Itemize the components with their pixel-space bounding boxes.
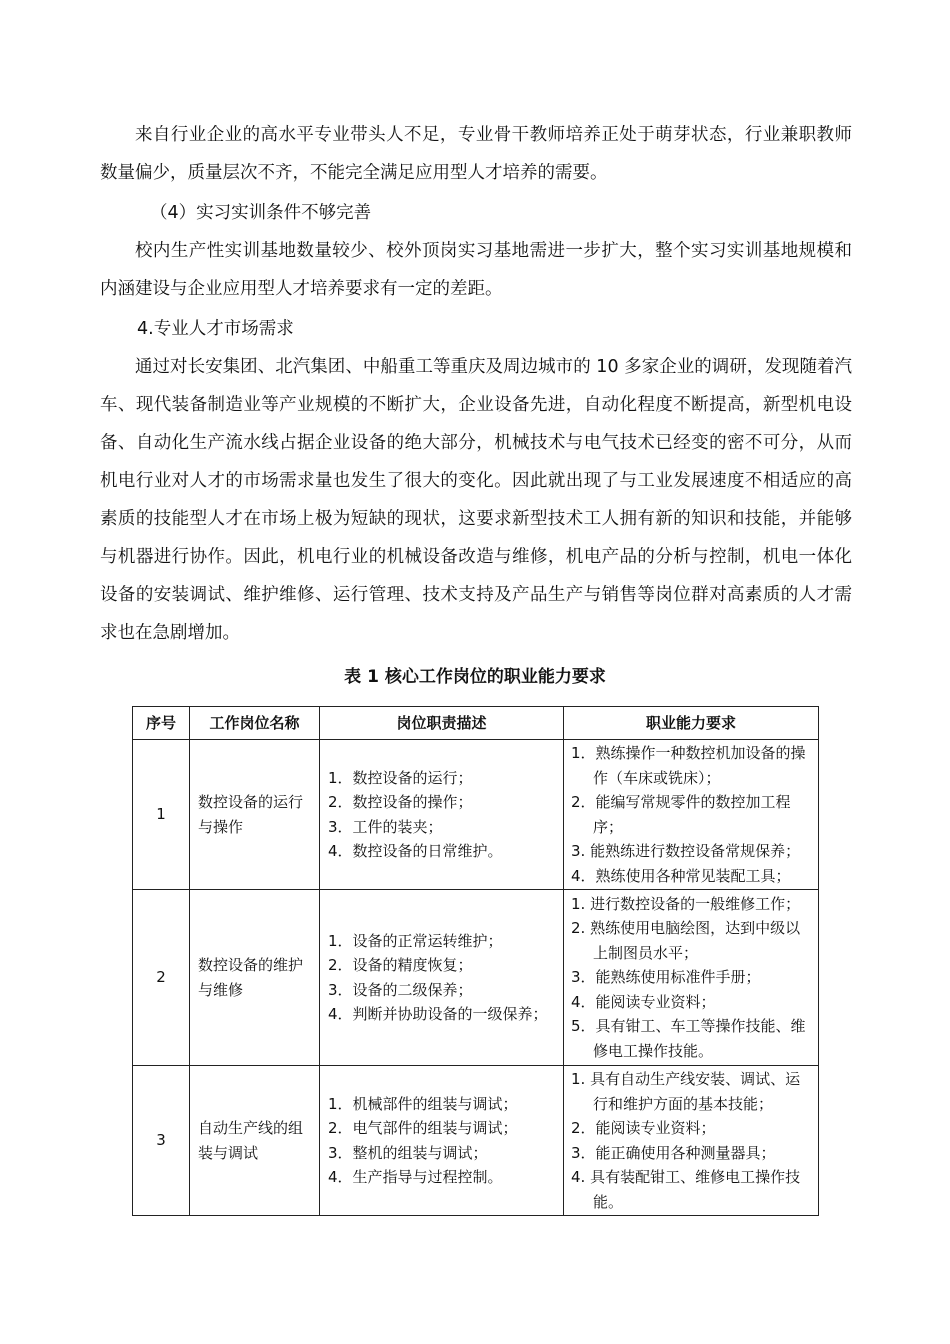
duty-item: 1．设备的正常运转维护； xyxy=(328,931,503,950)
duty-item: 3．工件的装夹； xyxy=(328,817,443,836)
duties-cell xyxy=(320,740,564,890)
duty-item: 1．机械部件的组装与调试； xyxy=(328,1094,518,1113)
paragraph-market-demand: 通过对长安集团、北汽集团、中船重工等重庆及周边城市的 10 多家企业的调研，发现随着汽车、现代装备制造业等产业规模的不断扩大，企业设备先进，自动化程度不断提高，新型机电设备、自动化生产流水线占据企业设备的绝大部分，机械技术与电气技术已经变的密不可分，从而机电行业对人才的市场需求量也发生了很大的变化。因此就出现了与工业发展速度不相适应的高素质的技能型人才在市场上极为短缺的现状，这要求新型技术工人拥有新的知识和技能，并能够与机器进行协作。因此，机电行业的机械设备改造与维修，机电产品的分析与控制，机电一体化设备的安装调试、维护维修、运行管理、技术支持及产品生产与销售等岗位群对高素质的人才需求也在急剧增加。 xyxy=(100,357,852,643)
duty-item: 4．生产指导与过程控制。 xyxy=(328,1168,503,1186)
ability-item: 2. 熟练使用电脑绘图，达到中级以上制图员水平； xyxy=(571,919,801,962)
ability-item: 3．能熟练使用标准件手册； xyxy=(571,968,761,987)
ability-item: 1．熟练操作一种数控机加设备的操作（车床或铣床）； xyxy=(571,744,806,787)
table-header-row xyxy=(133,707,819,740)
paragraph-teachers: 来自行业企业的高水平专业带头人不足，专业骨干教师培养正处于萌芽状态，行业兼职教师数量偏少，质量层次不齐，不能完全满足应用型人才培养的需要。 xyxy=(100,125,852,183)
abilities-cell xyxy=(564,740,819,890)
duty-item: 1．数控设备的运行； xyxy=(328,768,473,787)
row-index: 3 xyxy=(133,1066,190,1216)
abilities-cell xyxy=(564,890,819,1066)
row-index: 2 xyxy=(133,890,190,1066)
duties-cell xyxy=(320,890,564,1066)
duties-cell xyxy=(320,1066,564,1216)
ability-item: 1. 具有自动生产线安装、调试、运行和维护方面的基本技能； xyxy=(571,1070,801,1113)
table-caption: 表 1 核心工作岗位的职业能力要求 xyxy=(344,667,606,687)
ability-item: 3. 能熟练进行数控设备常规保养； xyxy=(571,842,801,860)
duty-item: 2．电气部件的组装与调试； xyxy=(328,1119,518,1137)
row-index: 1 xyxy=(133,740,190,890)
duty-item: 2．数控设备的操作； xyxy=(328,793,473,811)
header-job-name: 工作岗位名称 xyxy=(190,707,320,740)
ability-item: 2．能编写常规零件的数控加工程序； xyxy=(571,793,791,836)
duty-item: 4．判断并协助设备的一级保养； xyxy=(328,1005,548,1023)
duty-item: 2．设备的精度恢复； xyxy=(328,956,473,974)
subheading-training-conditions: （4）实习实训条件不够完善 xyxy=(150,203,372,223)
header-index: 序号 xyxy=(133,707,190,740)
job-name: 数控设备的运行与操作 xyxy=(190,740,320,890)
duty-item: 4．数控设备的日常维护。 xyxy=(328,842,503,860)
ability-item: 4. 具有装配钳工、维修电工操作技能。 xyxy=(571,1168,801,1211)
ability-item: 1. 进行数控设备的一般维修工作； xyxy=(571,894,801,913)
ability-item: 5．具有钳工、车工等操作技能、维修电工操作技能。 xyxy=(571,1017,806,1060)
abilities-cell xyxy=(564,1066,819,1216)
ability-item: 2．能阅读专业资料； xyxy=(571,1119,716,1137)
section-heading-market-demand: 4.专业人才市场需求 xyxy=(137,319,294,339)
table-row xyxy=(133,740,819,890)
ability-item: 4．能阅读专业资料； xyxy=(571,992,716,1011)
table-row xyxy=(133,890,819,1066)
ability-item: 3．能正确使用各种测量器具； xyxy=(571,1143,776,1162)
job-name: 自动生产线的组装与调试 xyxy=(190,1066,320,1216)
job-name: 数控设备的维护与维修 xyxy=(190,890,320,1066)
header-abilities: 职业能力要求 xyxy=(564,707,819,740)
header-duties: 岗位职责描述 xyxy=(320,707,564,740)
duty-item: 3．整机的组装与调试； xyxy=(328,1143,488,1162)
ability-item: 4．熟练使用各种常见装配工具； xyxy=(571,866,791,885)
paragraph-training-base: 校内生产性实训基地数量较少、校外顶岗实习基地需进一步扩大，整个实习实训基地规模和内涵建设与企业应用型人才培养要求有一定的差距。 xyxy=(100,241,852,299)
duty-item: 3．设备的二级保养； xyxy=(328,980,473,999)
table-row xyxy=(133,1066,819,1216)
job-ability-table xyxy=(132,706,819,1216)
